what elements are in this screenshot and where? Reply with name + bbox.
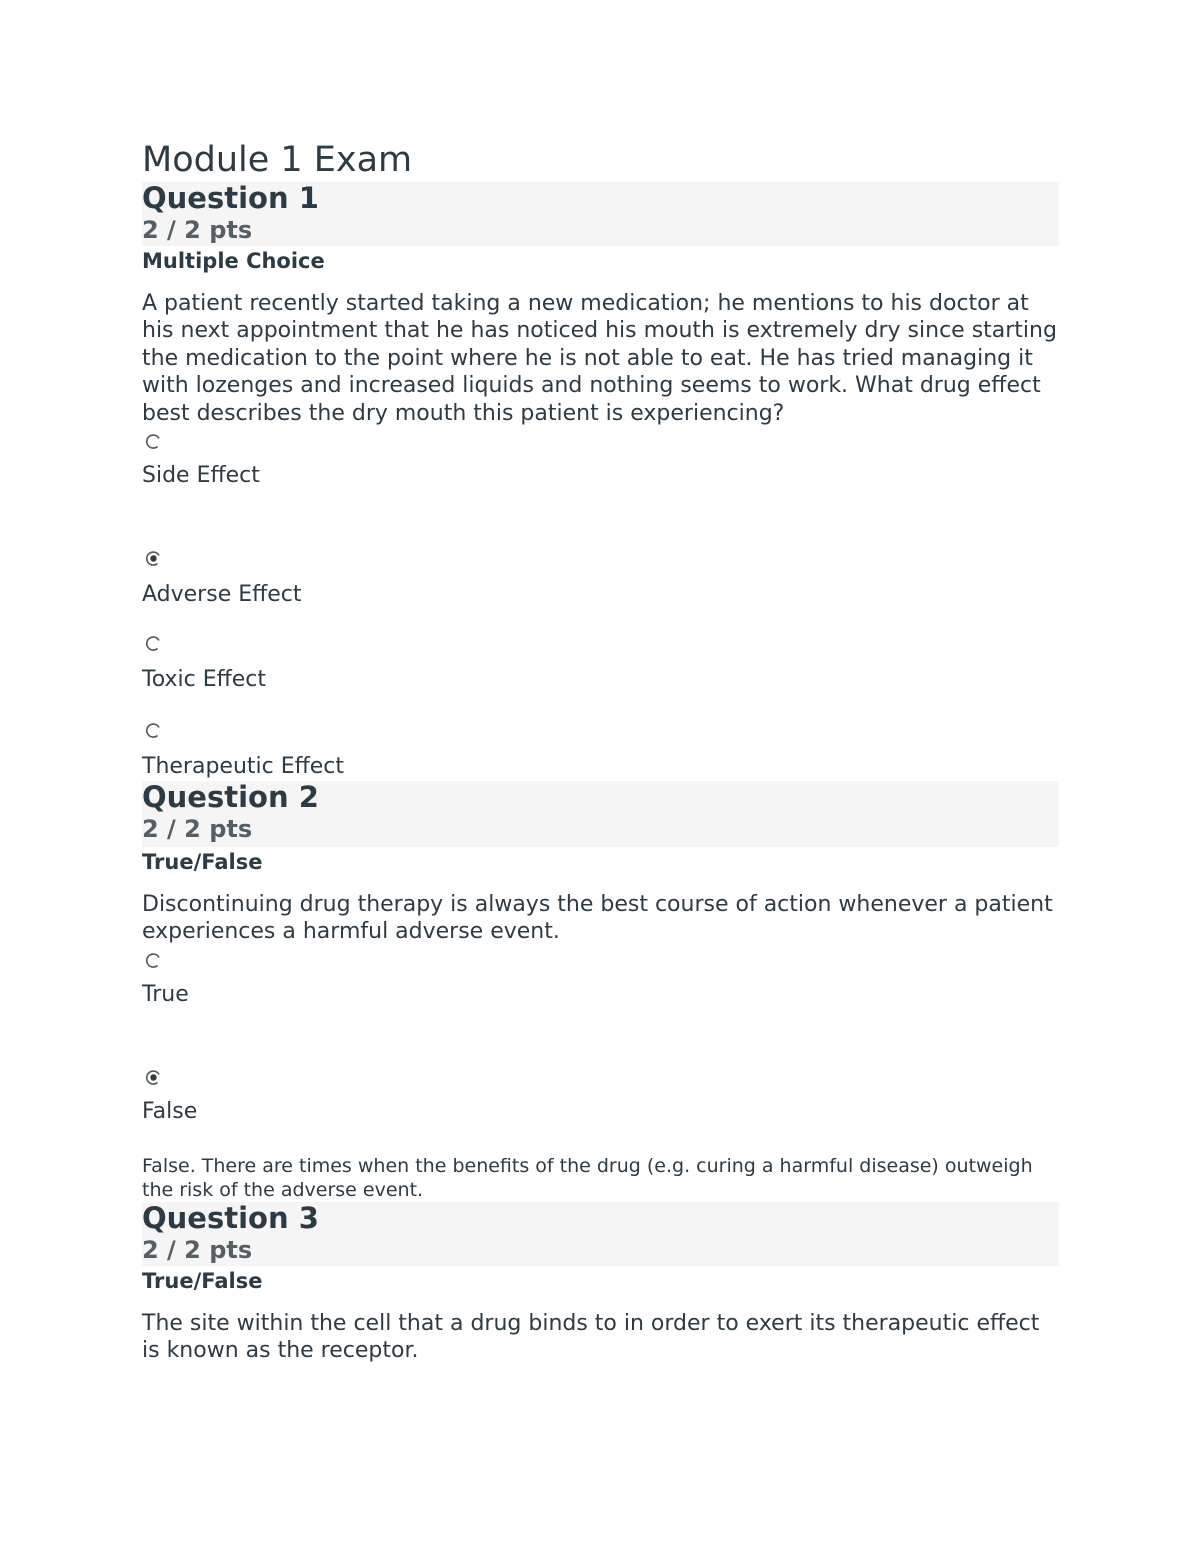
question-title: Question 1 xyxy=(142,181,319,215)
answer-explanation: False. There are times when the benefits of the drug (e.g. curing a harmful disease) outweigh the risk of the adverse event. xyxy=(142,1154,1033,1201)
question-type: True/False xyxy=(142,850,263,875)
answer-list xyxy=(142,952,1059,1126)
answer-label: False xyxy=(142,1098,198,1124)
answer-option[interactable] xyxy=(142,1069,1059,1126)
question-title: Question 3 xyxy=(142,1200,319,1235)
answer-list xyxy=(142,433,1059,781)
exam-page xyxy=(142,138,1059,1365)
question-1 xyxy=(142,182,1059,781)
answer-label: True xyxy=(142,981,189,1007)
radio-unselected-icon[interactable] xyxy=(145,433,162,450)
answer-option[interactable] xyxy=(142,722,1059,781)
question-2 xyxy=(142,781,1059,1202)
question-3 xyxy=(142,1202,1059,1365)
answer-option[interactable] xyxy=(142,433,1059,490)
radio-selected-icon[interactable] xyxy=(145,550,162,567)
answer-label: Therapeutic Effect xyxy=(142,754,345,780)
answer-option[interactable] xyxy=(142,952,1059,1009)
question-points: 2 / 2 pts xyxy=(142,815,253,844)
answer-label: Adverse Effect xyxy=(142,582,302,608)
question-title: Question 2 xyxy=(142,780,319,815)
question-points: 2 / 2 pts xyxy=(142,1235,253,1264)
question-text: The site within the cell that a drug binds to in order to exert its therapeutic effect is known as the receptor. xyxy=(142,1310,1040,1364)
question-points: 2 / 2 pts xyxy=(142,216,253,244)
question-type: True/False xyxy=(142,1268,263,1293)
radio-unselected-icon[interactable] xyxy=(145,635,162,652)
question-header xyxy=(142,781,1059,847)
question-header xyxy=(142,1202,1059,1266)
radio-selected-icon[interactable] xyxy=(145,1069,162,1086)
page-title: Module 1 Exam xyxy=(142,140,413,180)
answer-label: Toxic Effect xyxy=(142,667,267,693)
question-type: Multiple Choice xyxy=(142,249,325,273)
radio-unselected-icon[interactable] xyxy=(145,722,162,739)
question-text: A patient recently started taking a new medication; he mentions to his doctor at his next appointment that he has noticed his mouth is extremely dry since starting the medication to the point where he is not able to eat. He has tried managing it with lozenges and increased liquids and nothing seems to work. What drug effect best describes the dry mouth this patient is experiencing? xyxy=(142,291,1057,426)
answer-option[interactable] xyxy=(142,550,1059,609)
question-text: Discontinuing drug therapy is always the best course of action whenever a patient experiences a harmful adverse event. xyxy=(142,892,1053,945)
radio-unselected-icon[interactable] xyxy=(145,952,162,969)
question-header xyxy=(142,182,1059,246)
answer-label: Side Effect xyxy=(142,463,260,489)
answer-option[interactable] xyxy=(142,635,1059,694)
